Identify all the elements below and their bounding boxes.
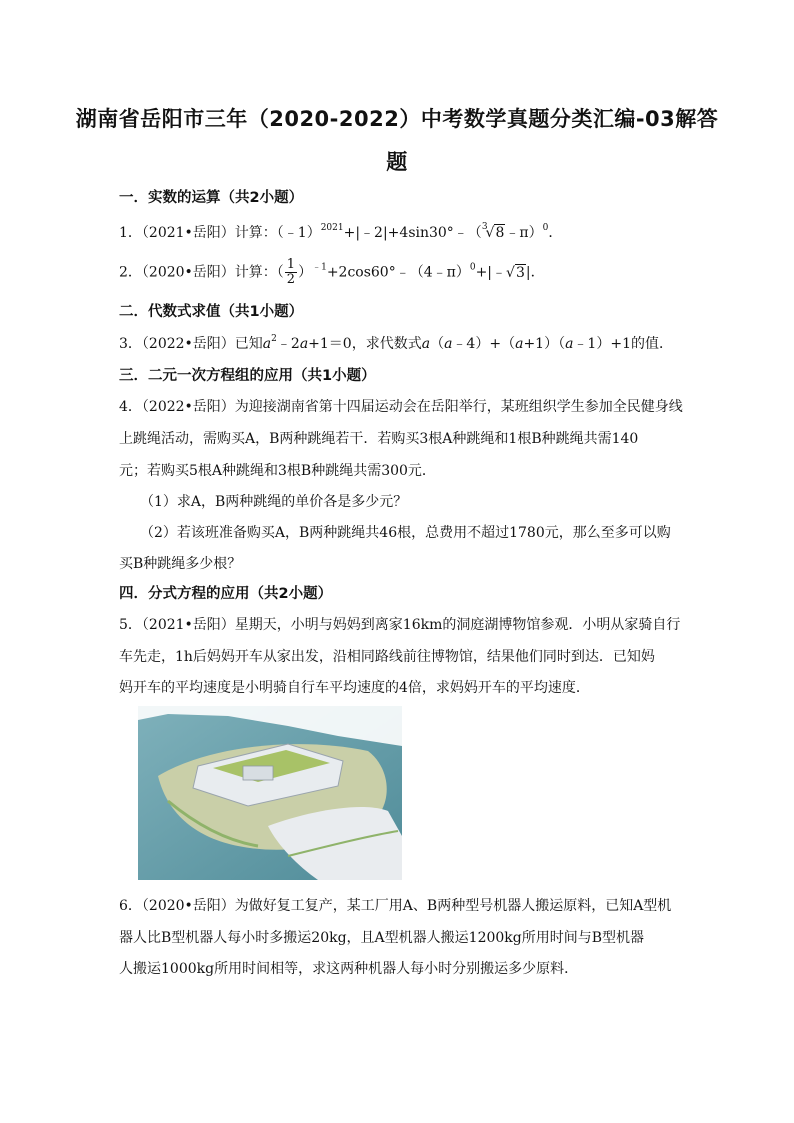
q1-text: ﹣π） — [505, 225, 543, 241]
question-4-part-1: （1）求A，B两种跳绳的单价各是多少元？ — [140, 494, 408, 510]
question-1 — [119, 222, 562, 242]
numerator: 1 — [286, 257, 296, 272]
question-6-line-1: 6．（2020•岳阳）为做好复工复产，某工厂用A、B两种型号机器人搬运原料，已知A型机 — [119, 898, 672, 914]
museum-illustration — [138, 706, 402, 880]
q1-exponent: 0 — [542, 223, 549, 233]
square-root: √3 — [506, 264, 525, 281]
variable: a — [444, 336, 453, 352]
q3-text: （ — [430, 336, 445, 352]
question-6-line-2: 器人比B型机器人每小时多搬运20kg，且A型机器人搬运1200kg所用时间与B型机器 — [119, 930, 645, 946]
q2-text: +2cos60°﹣（4﹣π） — [326, 264, 470, 281]
section-heading-3: 三．二元一次方程组的应用（共1小题） — [119, 368, 376, 384]
q1-exponent: 2021 — [320, 223, 344, 233]
variable: a — [565, 336, 574, 352]
question-5-line-3: 妈开车的平均速度是小明骑自行车平均速度的4倍，求妈妈开车的平均速度． — [119, 680, 590, 696]
q3-text: +1）（ — [523, 336, 566, 352]
q3-text: +1＝0，求代数式 — [308, 336, 422, 352]
page-title: 湖南省岳阳市三年（2020-2022）中考数学真题分类汇编-03解答 — [75, 107, 719, 131]
q1-text: 1．（2021•岳阳）计算：（﹣1） — [119, 225, 321, 241]
root-index: 3 — [481, 222, 488, 232]
exponent: 2 — [271, 334, 277, 344]
question-4-line-3: 元；若购买5根A种跳绳和3根B种跳绳共需300元． — [119, 463, 436, 479]
question-6-line-3: 人搬运1000kg所用时间相等，求这两种机器人每小时分别搬运多少原料． — [119, 961, 579, 977]
section-heading-4: 四．分式方程的应用（共2小题） — [119, 586, 333, 602]
radicand: 8 — [495, 225, 505, 241]
q2-text: ） — [298, 264, 313, 281]
question-4-line-1: 4．（2022•岳阳）为迎接湖南省第十四届运动会在岳阳举行，某班组织学生参加全民健身线 — [119, 399, 683, 415]
q1-text: ． — [548, 225, 563, 241]
q1-text: +|﹣2|+4sin30°﹣（ — [343, 225, 482, 241]
variable: a — [299, 336, 309, 352]
q2-exponent: ﹣1 — [312, 262, 327, 273]
question-5-line-2: 车先走，1h后妈妈开车从家出发，沿相同路线前往博物馆，结果他们同时到达．已知妈 — [119, 649, 655, 665]
question-3 — [119, 333, 673, 353]
courtyard — [243, 766, 273, 780]
museum-aerial-photo — [138, 706, 402, 880]
q2-text: |． — [525, 264, 545, 281]
question-4-part-2: （2）若该班准备购买A，B两种跳绳共46根，总费用不超过1780元，那么至多可以购 — [140, 525, 671, 541]
fraction — [285, 258, 297, 287]
q2-text: +|﹣ — [475, 264, 507, 281]
q3-text: ﹣1）+1的值． — [573, 336, 673, 352]
variable: a — [515, 336, 524, 352]
section-heading-1: 一．实数的运算（共2小题） — [119, 190, 304, 206]
q3-text: ﹣2 — [276, 336, 300, 352]
q3-text: ﹣4）+（ — [452, 336, 516, 352]
question-4-line-2: 上跳绳活动，需购买A，B两种跳绳若干．若购买3根A种跳绳和1根B种跳绳共需140 — [119, 431, 639, 447]
variable: a — [421, 336, 431, 352]
section-heading-2: 二．代数式求值（共1小题） — [119, 304, 304, 320]
q2-exponent: 0 — [469, 262, 476, 273]
question-5-line-1: 5．（2021•岳阳）星期天，小明与妈妈到离家16km的洞庭湖博物馆参观．小明从家骑自行 — [119, 617, 681, 633]
denominator: 2 — [286, 272, 296, 287]
q2-text: 2．（2020•岳阳）计算：（ — [119, 264, 284, 281]
radicand: 3 — [515, 264, 525, 281]
cube-root: $^3$√8 — [481, 222, 505, 241]
question-4-line-6: 买B种跳绳多少根？ — [119, 556, 242, 572]
question-2 — [119, 258, 545, 287]
page-title-continued: 题 — [386, 150, 408, 174]
variable: a — [262, 336, 272, 352]
q3-text: 3．（2022•岳阳）已知 — [119, 336, 263, 352]
